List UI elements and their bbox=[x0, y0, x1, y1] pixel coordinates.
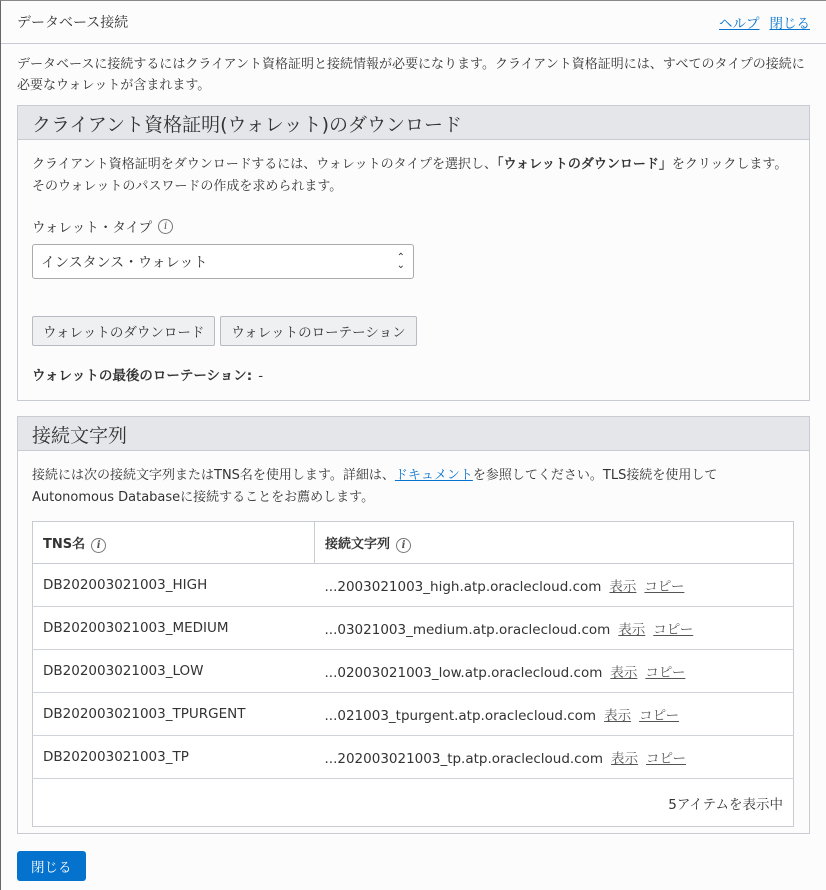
copy-link[interactable]: コピー bbox=[639, 708, 680, 724]
tns-name: DB202003021003_HIGH bbox=[33, 564, 315, 607]
close-link[interactable]: 閉じる bbox=[769, 16, 810, 32]
col-connection-string: 接続文字列 i bbox=[315, 522, 794, 564]
intro-text: データベースに接続するにはクライアント資格証明と接続情報が必要になります。クライアント資格証明には、すべてのタイプの接続に必要なウォレットが含まれます。 bbox=[17, 57, 805, 93]
table-row bbox=[33, 607, 794, 650]
wallet-panel bbox=[17, 105, 810, 401]
copy-link[interactable]: コピー bbox=[653, 622, 694, 638]
connection-string-cell: ...202003021003_tp.atp.oraclecloud.com 表示 コピー bbox=[315, 736, 794, 779]
show-link[interactable]: 表示 bbox=[611, 751, 639, 767]
dialog-header bbox=[1, 1, 826, 44]
tns-name: DB202003021003_LOW bbox=[33, 650, 315, 693]
tns-name: DB202003021003_TP bbox=[33, 736, 315, 779]
col-tns-name: TNS名 i bbox=[33, 522, 315, 564]
documentation-link[interactable]: ドキュメント bbox=[394, 468, 473, 483]
connection-string-cell: ...021003_tpurgent.atp.oraclecloud.com 表示 コピー bbox=[315, 693, 794, 736]
table-row bbox=[33, 693, 794, 736]
rotate-wallet-button[interactable]: ウォレットのローテーション bbox=[220, 316, 416, 346]
table-row bbox=[33, 564, 794, 607]
info-icon[interactable]: i bbox=[396, 538, 411, 553]
table-row bbox=[33, 650, 794, 693]
tns-name: DB202003021003_MEDIUM bbox=[33, 607, 315, 650]
info-icon[interactable]: i bbox=[158, 219, 173, 234]
table-row bbox=[33, 736, 794, 779]
chevron-updown-icon: ⌃ ⌄ bbox=[396, 251, 405, 271]
connection-description: 接続には次の接続文字列またはTNS名を使用します。詳細は、ドキュメントを参照してください。TLS接続を使用してAutonomous Databaseに接続することをお薦めします。 bbox=[32, 468, 718, 505]
info-icon[interactable]: i bbox=[91, 538, 106, 553]
show-link[interactable]: 表示 bbox=[610, 665, 638, 681]
wallet-type-label: ウォレット・タイプ bbox=[32, 220, 153, 236]
last-rotation: ウォレットの最後のローテーション: - bbox=[32, 368, 264, 384]
connection-string-cell: ...2003021003_high.atp.oraclecloud.com 表示 コピー bbox=[315, 564, 794, 607]
wallet-panel-title: クライアント資格証明(ウォレット)のダウンロード bbox=[18, 106, 809, 140]
copy-link[interactable]: コピー bbox=[646, 751, 686, 767]
show-link[interactable]: 表示 bbox=[609, 579, 637, 595]
copy-link[interactable]: コピー bbox=[645, 665, 686, 681]
item-count: 5アイテムを表示中 bbox=[668, 796, 783, 813]
help-link[interactable]: ヘルプ bbox=[719, 16, 760, 32]
show-link[interactable]: 表示 bbox=[604, 708, 632, 724]
connection-panel bbox=[17, 416, 810, 834]
close-button[interactable]: 閉じる bbox=[17, 851, 86, 881]
connection-string-cell: ...03021003_medium.atp.oraclecloud.com 表示 コピー bbox=[315, 607, 794, 650]
connection-string-cell: ...02003021003_low.atp.oraclecloud.com 表示 コピー bbox=[315, 650, 794, 693]
show-link[interactable]: 表示 bbox=[618, 622, 646, 638]
tns-name: DB202003021003_TPURGENT bbox=[33, 693, 315, 736]
connection-table bbox=[32, 521, 794, 827]
wallet-description: クライアント資格証明をダウンロードするには、ウォレットのタイプを選択し、「ウォレットのダウンロード」をクリックします。そのウォレットのパスワードの作成を求められます。 bbox=[32, 157, 788, 194]
wallet-type-select[interactable]: インスタンス・ウォレット ⌃ ⌄ bbox=[32, 244, 414, 279]
connection-panel-title: 接続文字列 bbox=[18, 417, 809, 451]
copy-link[interactable]: コピー bbox=[644, 579, 685, 595]
dialog-title: データベース接続 bbox=[17, 15, 129, 31]
download-wallet-button[interactable]: ウォレットのダウンロード bbox=[32, 316, 215, 346]
